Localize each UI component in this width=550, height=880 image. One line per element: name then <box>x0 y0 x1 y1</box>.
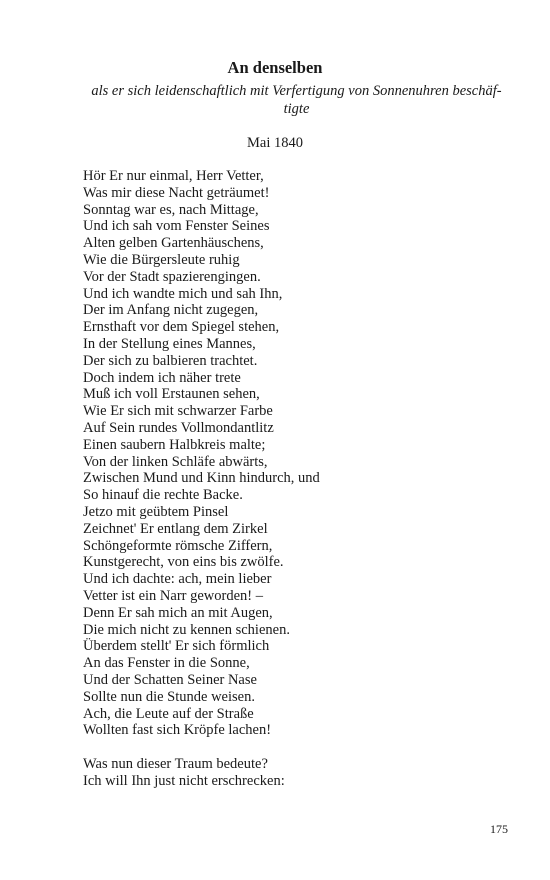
poem-line: Sonntag war es, nach Mittage, <box>83 201 259 218</box>
poem-line: Jetzo mit geübtem Pinsel <box>83 503 229 520</box>
poem-line: Und der Schatten Seiner Nase <box>83 671 257 688</box>
stanza <box>83 168 513 739</box>
poem-line: Und ich wandte mich und sah Ihn, <box>83 285 283 302</box>
poem-line: Alten gelben Gartenhäuschens, <box>83 235 264 252</box>
poem-line: Kunstgerecht, von eins bis zwölfe. <box>83 554 284 571</box>
poem-line: Der sich zu balbieren trachtet. <box>83 352 258 369</box>
poem-line: Zeichnet' Er entlang dem Zirkel <box>83 520 268 537</box>
page-number: 175 <box>490 822 508 836</box>
poem-line: Die mich nicht zu kennen schienen. <box>83 621 290 638</box>
poem-line: Sollte nun die Stunde weisen. <box>83 688 255 705</box>
poem-line: Was nun dieser Traum bedeute? <box>83 755 268 772</box>
poem-line: Ernsthaft vor dem Spiegel stehen, <box>83 319 280 336</box>
poem-line: Von der linken Schläfe abwärts, <box>83 453 268 470</box>
poem-line: Hör Er nur einmal, Herr Vetter, <box>83 168 264 184</box>
poem-line: Und ich sah vom Fenster Seines <box>83 218 270 235</box>
poem-line: An das Fenster in die Sonne, <box>83 655 250 672</box>
poem-line: Überdem stellt' Er sich förmlich <box>83 638 270 655</box>
poem-line: Ich will Ihn just nicht erschrecken: <box>83 772 285 789</box>
poem-title: An denselben <box>227 58 323 77</box>
poem-line: Schöngeformte römsche Ziffern, <box>83 537 273 554</box>
poem-subtitle: als er sich leidenschaftlich mit Verfertigung von Sonnenuhren beschäf- tigte <box>91 83 502 117</box>
stanza <box>83 756 513 790</box>
poem-line: Ach, die Leute auf der Straße <box>83 705 254 722</box>
poem-line: Muß ich voll Erstaunen sehen, <box>83 386 260 403</box>
poem-line: Vor der Stadt spazierengingen. <box>83 268 261 285</box>
poem-line: So hinauf die rechte Backe. <box>83 487 243 504</box>
poem-line: Wie die Bürgersleute ruhig <box>83 251 240 268</box>
poem-line: Wie Er sich mit schwarzer Farbe <box>83 403 273 420</box>
poem-line: Was mir diese Nacht geträumet! <box>83 184 270 201</box>
poem-line: Einen saubern Halbkreis malte; <box>83 436 266 453</box>
poem-line: Wollten fast sich Kröpfe lachen! <box>83 722 272 739</box>
poem-line: Auf Sein rundes Vollmondantlitz <box>83 419 274 436</box>
poem-line: Und ich dachte: ach, mein lieber <box>83 571 272 588</box>
poem-line: Vetter ist ein Narr geworden! – <box>83 587 263 604</box>
poem-line: Zwischen Mund und Kinn hindurch, und <box>83 470 320 487</box>
poem-line: Denn Er sah mich an mit Augen, <box>83 604 273 621</box>
poem-line: In der Stellung eines Mannes, <box>83 335 256 352</box>
poem-body <box>83 168 513 789</box>
poem-line: Doch indem ich näher trete <box>83 369 241 386</box>
poem-date: Mai 1840 <box>247 135 303 151</box>
poem-line: Der im Anfang nicht zugegen, <box>83 302 259 319</box>
